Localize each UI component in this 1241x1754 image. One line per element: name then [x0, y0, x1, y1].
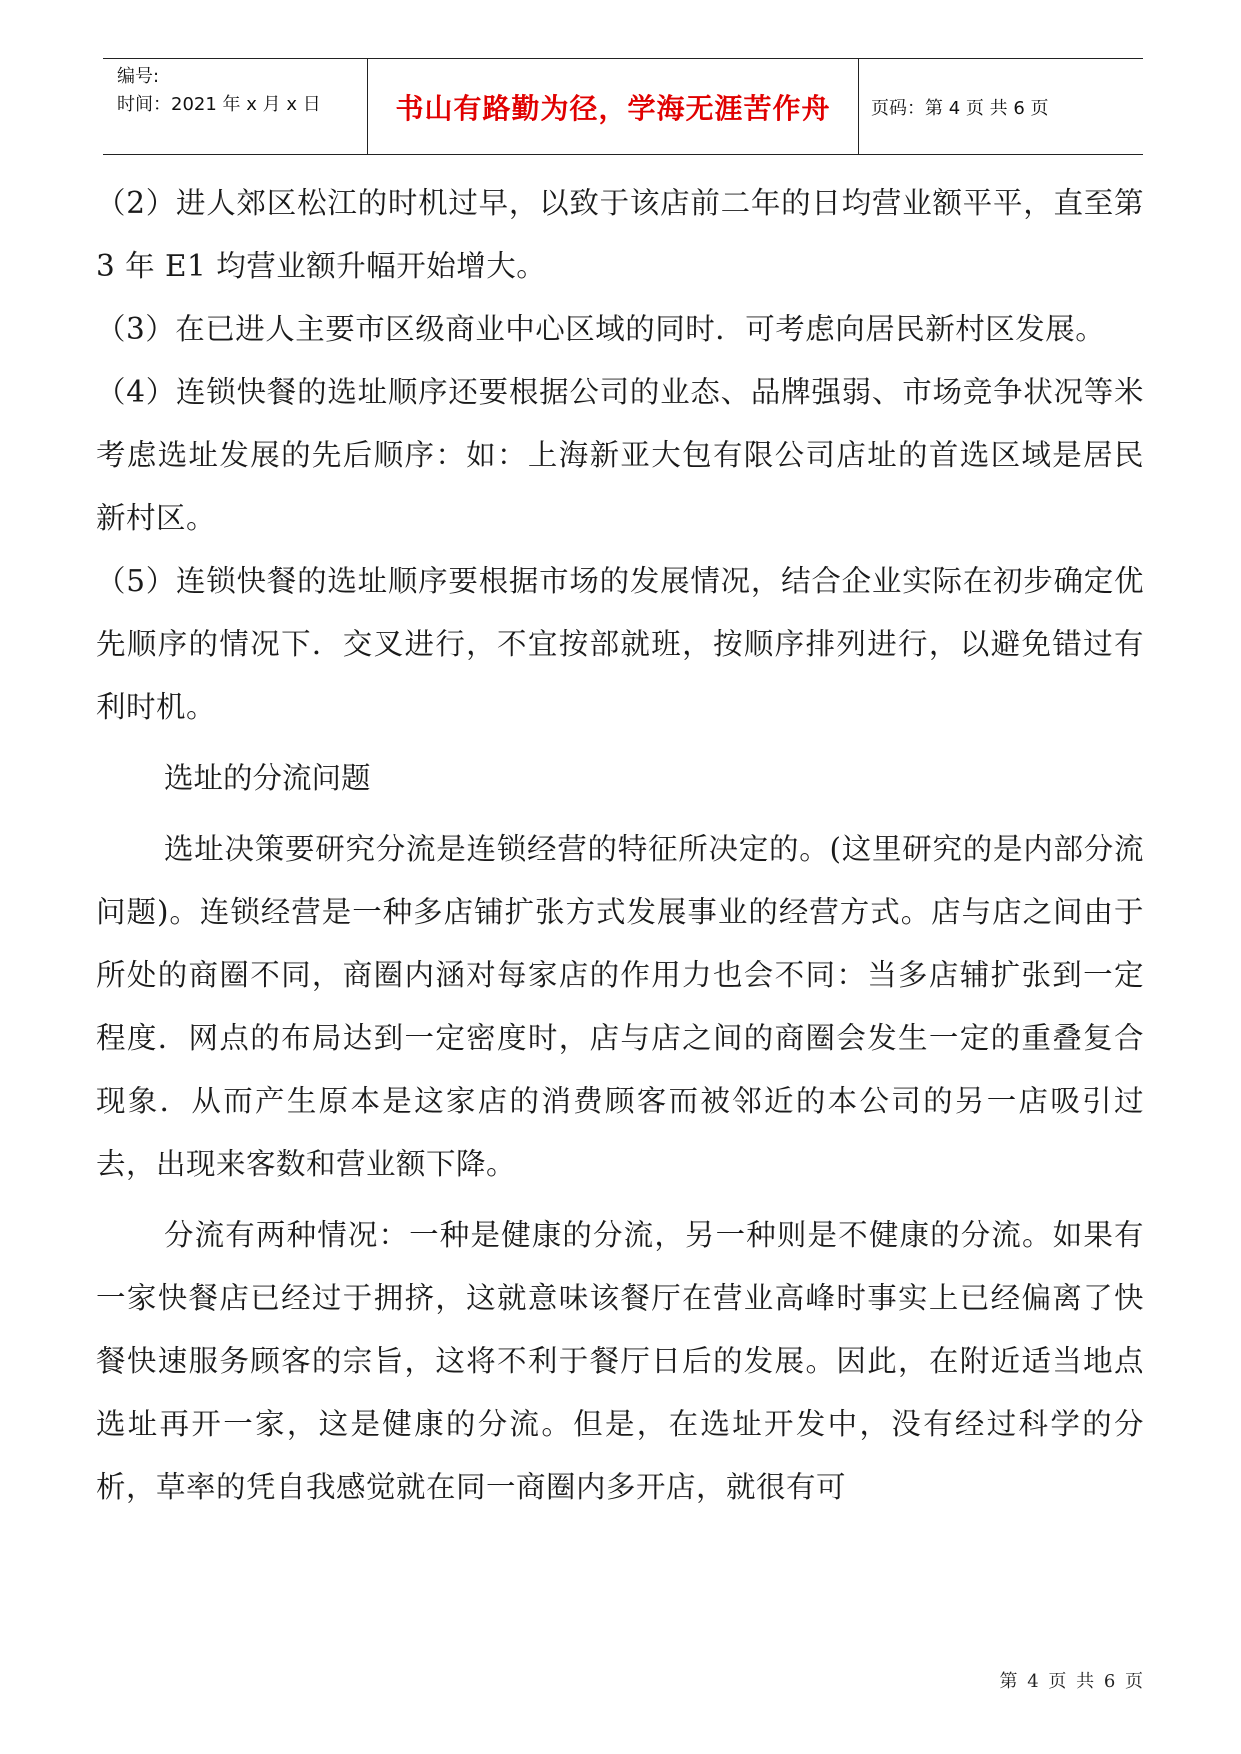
document-number-label: 编号:	[117, 66, 160, 87]
page-header	[103, 58, 1143, 155]
page-footer: 第 4 页 共 6 页	[999, 1671, 1145, 1692]
document-body	[96, 172, 1144, 1519]
body-paragraph-2: 分流有两种情况：一种是健康的分流，另一种则是不健康的分流。如果有一家快餐店已经过于拥挤，这就意味该餐厅在营业高峰时事实上已经偏离了快餐快速服务顾客的宗旨，这将不利于餐厅日后的发展。因此，在附近适当地点选址再开一家，这是健康的分流。但是，在选址开发中，没有经过科学的分析，草率的凭自我感觉就在同一商圈内多开店，就很有可	[96, 1218, 1144, 1504]
list-paragraph-3: （3）在已进人主要市区级商业中心区域的同时．可考虑向居民新村区发展。	[96, 312, 1106, 346]
list-paragraph-2: （2）进人郊区松江的时机过早，以致于该店前二年的日均营业额平平，直至第 3 年 E1 均营业额升幅开始增大。	[96, 186, 1144, 283]
header-motto: 书山有路勤为径，学海无涯苦作舟	[368, 59, 859, 154]
list-paragraph-4: （4）连锁快餐的选址顺序还要根据公司的业态、品牌强弱、市场竞争状况等米考虑选址发展的先后顺序：如：上海新亚大包有限公司店址的首选区域是居民新村区。	[96, 375, 1144, 535]
header-page-number: 页码：第 4 页 共 6 页	[871, 97, 1049, 119]
section-heading: 选址的分流问题	[164, 761, 371, 795]
document-time-label: 时间：2021 年 x 月 x 日	[117, 94, 321, 115]
header-meta	[103, 59, 368, 154]
body-paragraph-1: 选址决策要研究分流是连锁经营的特征所决定的。(这里研究的是内部分流问题)。连锁经营是一种多店铺扩张方式发展事业的经营方式。店与店之间由于所处的商圈不同，商圈内涵对每家店的作用力也会不同：当多店辅扩张到一定程度．网点的布局达到一定密度时，店与店之间的商圈会发生一定的重叠复合现象．从而产生原本是这家店的消费顾客而被邻近的本公司的另一店吸引过去，出现来客数和营业额下降。	[96, 832, 1144, 1181]
list-paragraph-5: （5）连锁快餐的选址顺序要根据市场的发展情况，结合企业实际在初步确定优先顺序的情况下．交叉进行，不宜按部就班，按顺序排列进行，以避免错过有利时机。	[96, 564, 1144, 724]
